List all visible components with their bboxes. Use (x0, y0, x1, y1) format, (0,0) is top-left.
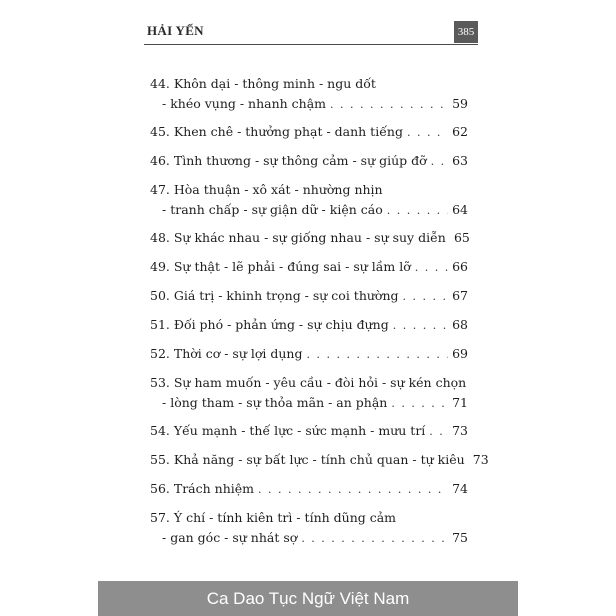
dot-leader (330, 95, 448, 115)
toc-entry (150, 508, 468, 548)
toc-entry-title-line (150, 508, 468, 528)
toc-entry-text: 52. Thời cơ - sự lợi dụng (150, 346, 303, 361)
toc-entry-title-line (150, 74, 468, 94)
toc-entry-text: - tranh chấp - sự giận dữ - kiện cáo (162, 202, 383, 217)
toc-entry (150, 450, 489, 470)
toc-entry-title-line (150, 373, 468, 393)
toc-entry-page-number: 59 (452, 96, 468, 111)
toc-entry (150, 315, 468, 335)
toc-entry-title-line (150, 450, 489, 470)
toc-entry (150, 479, 468, 499)
toc-entry-text: 48. Sự khác nhau - sự giống nhau - sự suy diễn (150, 230, 446, 245)
toc-entry-continuation-line (150, 393, 468, 413)
toc-entry (150, 74, 468, 114)
toc-entry-text: - lòng tham - sự thỏa mãn - an phận (162, 395, 388, 410)
dot-leader (306, 345, 448, 365)
toc-entry-continuation-line (150, 200, 468, 220)
toc-entry-title-line (150, 151, 468, 171)
toc-entry-page-number: 62 (452, 124, 468, 139)
book-title-banner: Ca Dao Tục Ngữ Việt Nam (98, 581, 518, 616)
dot-leader (403, 287, 448, 307)
toc-entry-title-line (150, 344, 468, 364)
toc-entry-text: 54. Yếu mạnh - thế lực - sức mạnh - mưu trí (150, 423, 426, 438)
toc-entry-title-line (150, 122, 468, 142)
dot-leader (301, 529, 448, 549)
toc-entry-text: 47. Hòa thuận - xô xát - nhường nhịn (150, 182, 383, 197)
dot-leader (391, 394, 448, 414)
toc-entry-title-line (150, 479, 468, 499)
table-of-contents (150, 74, 489, 556)
toc-entry-title-line (150, 180, 468, 200)
toc-entry-title-line (150, 257, 468, 277)
toc-entry-page-number: 65 (453, 230, 470, 245)
toc-entry (150, 286, 468, 306)
toc-entry-title-line (150, 315, 468, 335)
toc-entry-title-line (150, 286, 468, 306)
toc-entry (150, 373, 468, 413)
page-number-badge: 385 (454, 21, 478, 43)
toc-entry-page-number: 66 (452, 259, 468, 274)
toc-entry-text: 44. Khôn dại - thông minh - ngu dốt (150, 76, 376, 91)
toc-entry (150, 344, 468, 364)
toc-entry-page-number: 68 (452, 317, 468, 332)
toc-entry-text: 50. Giá trị - khinh trọng - sự coi thường (150, 288, 399, 303)
toc-entry-text: 53. Sự ham muốn - yêu cầu - đòi hỏi - sự kén chọn (150, 375, 467, 390)
dot-leader (415, 258, 448, 278)
toc-entry-text: 46. Tình thương - sự thông cảm - sự giúp đỡ (150, 153, 427, 168)
dot-leader (393, 316, 448, 336)
dot-leader (258, 480, 448, 500)
toc-entry (150, 122, 468, 142)
toc-entry (150, 257, 468, 277)
running-head-author: HẢI YẾN (147, 23, 204, 38)
toc-entry-title-line (150, 228, 468, 248)
toc-entry-title-line (150, 421, 468, 441)
toc-entry-page-number: 64 (452, 202, 468, 217)
toc-entry-text: - gan góc - sự nhát sợ (162, 530, 298, 545)
toc-entry-text: - khéo vụng - nhanh chậm (162, 96, 327, 111)
toc-entry-continuation-line (150, 528, 468, 548)
toc-entry-page-number: 75 (452, 530, 468, 545)
toc-entry (150, 228, 468, 248)
toc-entry-page-number: 74 (452, 481, 468, 496)
toc-entry-page-number: 73 (452, 423, 468, 438)
toc-entry-continuation-line (150, 94, 468, 114)
toc-entry-text: 57. Ý chí - tính kiên trì - tính dũng cảm (150, 510, 397, 525)
toc-entry-text: 45. Khen chê - thưởng phạt - danh tiếng (150, 124, 403, 139)
dot-leader (387, 201, 448, 221)
dot-leader (429, 422, 448, 442)
toc-entry (150, 421, 468, 441)
toc-entry-page-number: 69 (452, 346, 468, 361)
toc-entry-page-number: 63 (452, 153, 468, 168)
toc-entry (150, 180, 468, 220)
toc-entry-text: 51. Đối phó - phản ứng - sự chịu đựng (150, 317, 389, 332)
toc-entry-page-number: 67 (452, 288, 468, 303)
toc-entry-text: 56. Trách nhiệm (150, 481, 254, 496)
toc-entry-text: 55. Khả năng - sự bất lực - tính chủ quan - tự kiêu (150, 452, 465, 467)
dot-leader (431, 152, 448, 172)
page-header (144, 20, 478, 45)
toc-entry-page-number: 73 (472, 452, 489, 467)
dot-leader (407, 123, 448, 143)
toc-entry (150, 151, 468, 171)
toc-entry-page-number: 71 (452, 395, 468, 410)
toc-entry-text: 49. Sự thật - lẽ phải - đúng sai - sự lầm lỡ (150, 259, 411, 274)
